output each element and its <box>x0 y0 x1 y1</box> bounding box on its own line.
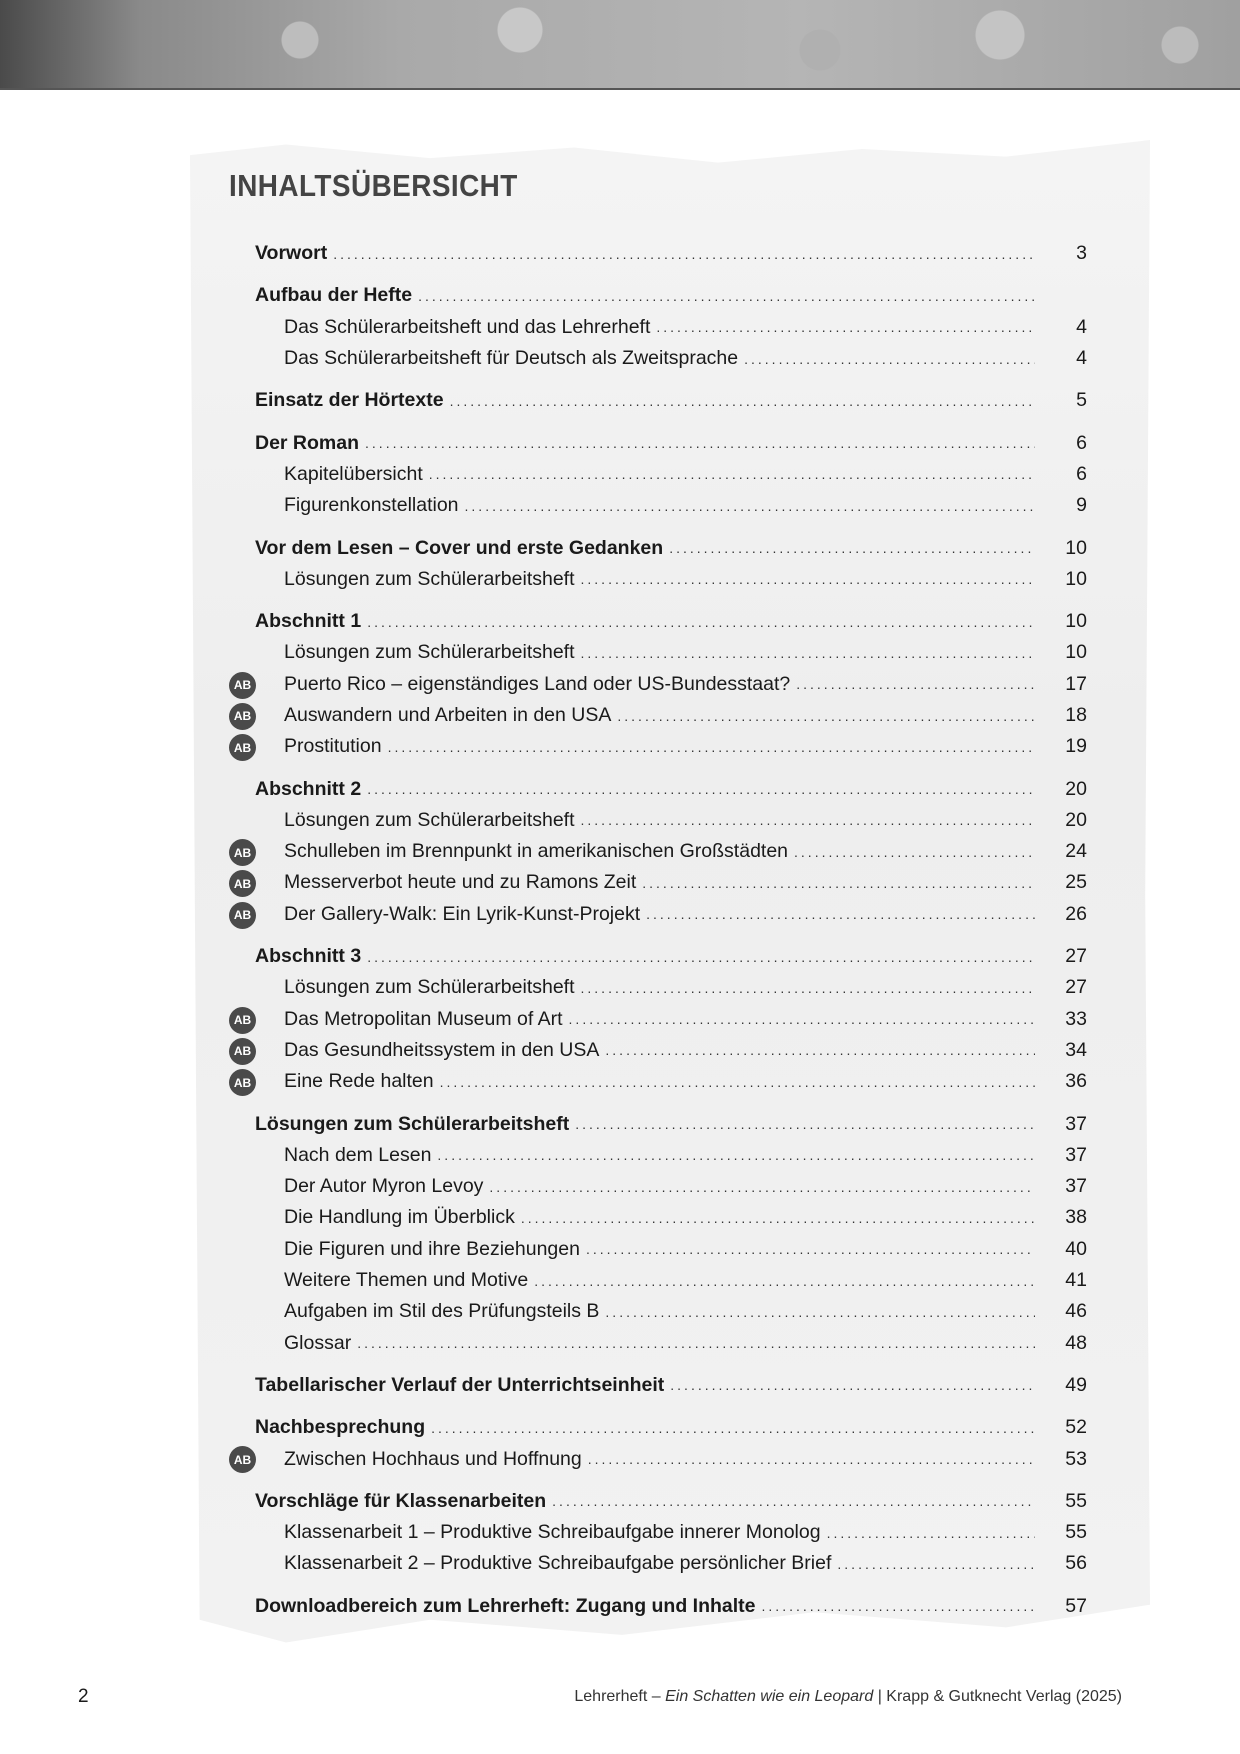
entry-page: 5 <box>1076 389 1087 412</box>
toc-section <box>255 280 1087 374</box>
entry-page: 25 <box>1065 871 1087 894</box>
entry-label: Vor dem Lesen – Cover und erste Gedanken <box>255 536 664 559</box>
toc-entry[interactable] <box>255 1517 1087 1548</box>
leader-dots <box>575 1116 1035 1132</box>
toc-section <box>255 1370 1087 1401</box>
toc-heading-entry[interactable] <box>255 238 1087 269</box>
leader-dots <box>367 614 1035 630</box>
leader-dots <box>418 288 1035 304</box>
toc-entry[interactable] <box>255 1171 1087 1202</box>
leader-dots <box>429 466 1035 482</box>
entry-page: 27 <box>1065 976 1087 999</box>
entry-label: Die Figuren und ihre Beziehungen <box>284 1237 580 1260</box>
entry-page: 18 <box>1065 704 1087 726</box>
toc-section <box>255 427 1087 521</box>
footer-credit <box>574 1688 1122 1706</box>
entry-label: Lösungen zum Schülerarbeitsheft <box>255 1112 570 1135</box>
toc-heading-entry[interactable] <box>255 532 1087 563</box>
entry-label: Eine Rede halten <box>284 1070 434 1093</box>
worksheet-badge-icon: AB <box>229 703 256 730</box>
leader-dots <box>431 1420 1035 1436</box>
toc-section <box>255 532 1087 595</box>
toc-heading-entry[interactable] <box>255 427 1087 458</box>
entry-label: Aufbau der Hefte <box>255 284 413 307</box>
toc-entry[interactable] <box>233 731 1087 762</box>
entry-label: Vorschläge für Klassenarbeiten <box>255 1489 547 1512</box>
entry-page: 10 <box>1065 610 1087 633</box>
toc-entry[interactable] <box>255 637 1087 668</box>
leader-dots <box>646 906 1035 922</box>
worksheet-badge-icon: AB <box>229 672 256 699</box>
entry-page: 36 <box>1065 1070 1087 1093</box>
toc-entry[interactable] <box>255 972 1087 1003</box>
worksheet-badge-icon: AB <box>229 1007 256 1034</box>
leader-dots <box>365 435 1035 451</box>
worksheet-badge-icon: AB <box>229 1038 256 1065</box>
worksheet-badge-icon: AB <box>229 1069 256 1096</box>
toc-entry[interactable] <box>233 700 1087 731</box>
toc-entry[interactable] <box>255 564 1087 595</box>
entry-label: Das Schülerarbeitsheft und das Lehrerheft <box>284 315 651 338</box>
entry-label: Aufgaben im Stil des Prüfungsteils B <box>284 1300 600 1323</box>
entry-label: Klassenarbeit 1 – Produktive Schreibaufgabe innerer Monolog <box>284 1521 821 1544</box>
entry-label: Das Schülerarbeitsheft für Deutsch als Zweitsprache <box>284 347 739 370</box>
leader-dots <box>762 1598 1035 1614</box>
leader-dots <box>744 351 1035 367</box>
entry-page: 3 <box>1076 242 1087 265</box>
leader-dots <box>489 1179 1035 1195</box>
leader-dots <box>617 708 1035 724</box>
leader-dots <box>357 1335 1035 1351</box>
leader-dots <box>605 1042 1035 1058</box>
toc-section <box>233 1412 1087 1475</box>
entry-page: 37 <box>1065 1143 1087 1166</box>
leader-dots <box>670 1377 1035 1393</box>
toc-heading-entry[interactable] <box>255 1486 1087 1517</box>
toc-entry[interactable] <box>255 1234 1087 1265</box>
entry-label: Lösungen zum Schülerarbeitsheft <box>284 808 575 831</box>
entry-page: 37 <box>1065 1112 1087 1135</box>
leader-dots <box>450 393 1035 409</box>
toc-entry[interactable] <box>255 1296 1087 1327</box>
entry-page: 40 <box>1065 1237 1087 1260</box>
leader-dots <box>605 1304 1035 1320</box>
toc-entry[interactable] <box>233 836 1087 867</box>
entry-label: Messerverbot heute und zu Ramons Zeit <box>284 871 637 894</box>
entry-page: 56 <box>1065 1552 1087 1575</box>
entry-label: Nachbesprechung <box>255 1416 426 1439</box>
leader-dots <box>642 875 1035 891</box>
leader-dots <box>367 949 1035 965</box>
entry-page: 27 <box>1065 945 1087 968</box>
entry-page: 19 <box>1065 735 1087 758</box>
entry-label: Das Metropolitan Museum of Art <box>284 1007 563 1030</box>
entry-label: Prostitution <box>284 735 382 758</box>
entry-label: Einsatz der Hörtexte <box>255 389 444 412</box>
toc-entry[interactable] <box>233 1066 1087 1097</box>
entry-page: 17 <box>1065 672 1087 695</box>
entry-page: 46 <box>1065 1300 1087 1323</box>
toc-heading-entry[interactable] <box>255 1591 1087 1622</box>
entry-page: 55 <box>1065 1489 1087 1512</box>
leader-dots <box>440 1074 1035 1090</box>
entry-page: 55 <box>1065 1521 1087 1544</box>
entry-page: 24 <box>1065 840 1087 863</box>
entry-label: Vorwort <box>255 242 328 265</box>
toc-section <box>255 1108 1087 1358</box>
leader-dots <box>827 1525 1035 1541</box>
entry-page: 53 <box>1065 1447 1087 1470</box>
leader-dots <box>569 1011 1035 1027</box>
entry-page: 26 <box>1065 902 1087 925</box>
entry-label: Abschnitt 3 <box>255 945 362 968</box>
entry-label: Figurenkonstellation <box>284 494 459 517</box>
entry-label: Abschnitt 1 <box>255 610 362 633</box>
worksheet-badge-icon: AB <box>229 902 256 929</box>
toc-heading-entry[interactable] <box>255 941 1087 972</box>
toc-entry[interactable] <box>233 1004 1087 1035</box>
entry-label: Nach dem Lesen <box>284 1143 432 1166</box>
worksheet-badge-icon: AB <box>229 734 256 761</box>
entry-label: Die Handlung im Überblick <box>284 1206 515 1229</box>
leader-dots <box>552 1493 1035 1509</box>
table-of-contents <box>233 238 1087 1633</box>
toc-entry[interactable] <box>255 1328 1087 1359</box>
entry-page: 10 <box>1065 536 1087 559</box>
entry-label: Lösungen zum Schülerarbeitsheft <box>284 976 575 999</box>
entry-page: 4 <box>1076 315 1087 338</box>
toc-entry[interactable] <box>255 343 1087 374</box>
toc-heading-entry[interactable] <box>255 773 1087 804</box>
toc-entry[interactable] <box>233 1035 1087 1066</box>
entry-page: 33 <box>1065 1007 1087 1030</box>
entry-page: 57 <box>1065 1594 1087 1617</box>
footer-suffix: | Krapp & Gutknecht Verlag (2025) <box>873 1688 1122 1705</box>
entry-label: Klassenarbeit 2 – Produktive Schreibaufgabe persönlicher Brief <box>284 1552 832 1575</box>
toc-heading-entry[interactable] <box>255 1370 1087 1401</box>
leader-dots <box>588 1451 1035 1467</box>
leader-dots <box>367 781 1035 797</box>
entry-page: 49 <box>1065 1373 1087 1396</box>
leader-dots <box>581 812 1035 828</box>
toc-section <box>233 606 1087 762</box>
entry-label: Glossar <box>284 1331 352 1354</box>
entry-label: Der Gallery-Walk: Ein Lyrik-Kunst-Projekt <box>284 902 641 925</box>
toc-section <box>255 1591 1087 1622</box>
entry-page: 6 <box>1076 431 1087 454</box>
entry-page: 41 <box>1065 1269 1087 1292</box>
entry-page: 52 <box>1065 1416 1087 1439</box>
entry-page: 6 <box>1076 462 1087 485</box>
toc-section <box>233 941 1087 1097</box>
worksheet-badge-icon: AB <box>229 870 256 897</box>
toc-heading-entry[interactable] <box>255 1108 1087 1139</box>
toc-entry[interactable] <box>255 490 1087 521</box>
entry-label: Abschnitt 2 <box>255 777 362 800</box>
toc-entry[interactable] <box>255 1548 1087 1579</box>
entry-label: Lösungen zum Schülerarbeitsheft <box>284 641 575 664</box>
entry-page: 48 <box>1065 1331 1087 1354</box>
toc-entry[interactable] <box>233 867 1087 898</box>
entry-label: Auswandern und Arbeiten in den USA <box>284 704 612 726</box>
footer-prefix: Lehrerheft – <box>574 1688 666 1705</box>
entry-page: 10 <box>1065 567 1087 590</box>
toc-entry[interactable] <box>255 1202 1087 1233</box>
entry-label: Schulleben im Brennpunkt in amerikanischen Großstädten <box>284 840 789 863</box>
toc-entry[interactable] <box>255 459 1087 490</box>
leader-dots <box>581 571 1035 587</box>
entry-page: 9 <box>1076 494 1087 517</box>
leader-dots <box>465 498 1035 514</box>
entry-label: Lösungen zum Schülerarbeitsheft <box>284 567 575 590</box>
entry-label: Weitere Themen und Motive <box>284 1269 529 1292</box>
leader-dots <box>388 739 1035 755</box>
leader-dots <box>796 676 1035 692</box>
leader-dots <box>581 645 1035 661</box>
entry-label: Tabellarischer Verlauf der Unterrichtseinheit <box>255 1373 665 1396</box>
toc-entry[interactable] <box>255 1140 1087 1171</box>
toc-entry[interactable] <box>255 805 1087 836</box>
toc-heading-entry[interactable] <box>255 280 1087 311</box>
toc-section <box>233 773 1087 929</box>
toc-entry[interactable] <box>233 669 1087 700</box>
entry-label: Downloadbereich zum Lehrerheft: Zugang und Inhalte <box>255 1594 756 1617</box>
leader-dots <box>656 319 1035 335</box>
page-title: INHALTSÜBERSICHT <box>229 168 518 203</box>
entry-label: Zwischen Hochhaus und Hoffnung <box>284 1447 582 1470</box>
toc-section <box>255 1486 1087 1580</box>
toc-entry[interactable] <box>233 899 1087 930</box>
entry-label: Der Roman <box>255 431 360 454</box>
leader-dots <box>586 1241 1035 1257</box>
entry-label: Der Autor Myron Levoy <box>284 1175 484 1198</box>
toc-section <box>255 385 1087 416</box>
leader-dots <box>534 1273 1035 1289</box>
toc-entry[interactable] <box>233 1443 1087 1474</box>
entry-label: Puerto Rico – eigenständiges Land oder US-Bundesstaat? <box>284 672 791 695</box>
entry-page: 20 <box>1065 808 1087 831</box>
entry-label: Kapitelübersicht <box>284 462 423 485</box>
toc-heading-entry[interactable] <box>255 385 1087 416</box>
leader-dots <box>437 1147 1035 1163</box>
leader-dots <box>581 980 1035 996</box>
entry-label: Das Gesundheitssystem in den USA <box>284 1038 600 1061</box>
entry-page: 34 <box>1065 1038 1087 1061</box>
worksheet-badge-icon: AB <box>229 1446 256 1473</box>
entry-page: 38 <box>1065 1206 1087 1229</box>
entry-page: 20 <box>1065 777 1087 800</box>
leader-dots <box>794 844 1035 860</box>
leader-dots <box>521 1210 1035 1226</box>
toc-heading-entry[interactable] <box>255 606 1087 637</box>
leader-dots <box>837 1556 1035 1572</box>
header-banner-image <box>0 0 1240 90</box>
leader-dots <box>333 246 1035 262</box>
page-number: 2 <box>78 1686 89 1707</box>
footer-book-title: Ein Schatten wie ein Leopard <box>665 1688 874 1705</box>
entry-page: 37 <box>1065 1175 1087 1198</box>
toc-entry[interactable] <box>255 312 1087 343</box>
entry-page: 4 <box>1076 347 1087 370</box>
toc-heading-entry[interactable] <box>255 1412 1087 1443</box>
entry-page: 10 <box>1065 641 1087 664</box>
leader-dots <box>669 540 1035 556</box>
toc-entry[interactable] <box>255 1265 1087 1296</box>
worksheet-badge-icon: AB <box>229 839 256 866</box>
toc-section <box>255 238 1087 269</box>
